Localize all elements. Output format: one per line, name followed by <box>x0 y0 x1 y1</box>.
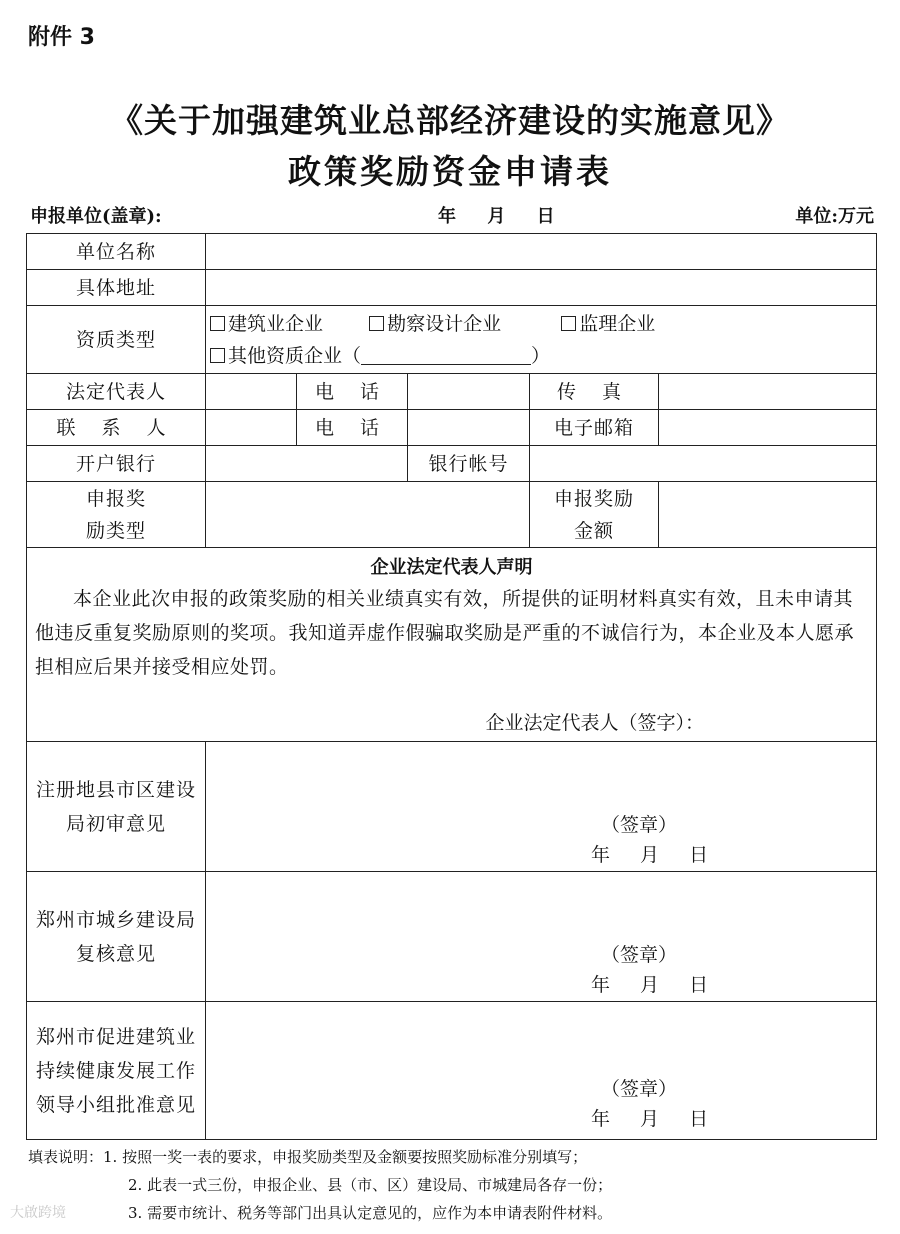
bank-account-label: 银行帐号 <box>408 446 530 482</box>
attachment-label: 附件 3 <box>28 25 95 50</box>
reward-type-label: 申报奖励类型 <box>27 482 206 548</box>
legal-rep-field[interactable] <box>206 374 297 410</box>
fax-field[interactable] <box>659 374 877 410</box>
unit-label: 单位:万元 <box>795 206 874 227</box>
date-label: 年 月 日 <box>591 844 709 866</box>
opinion-field-leadership[interactable] <box>206 1002 877 1140</box>
address-field[interactable] <box>206 270 877 306</box>
opinion-field-city[interactable] <box>206 872 877 1002</box>
phone-field-1[interactable] <box>408 374 530 410</box>
legal-rep-label: 法定代表人 <box>27 374 206 410</box>
checkbox-construction[interactable]: 建筑业企业 <box>210 313 323 335</box>
stamp-label: （签章） <box>601 814 678 836</box>
checkbox-survey[interactable]: 勘察设计企业 <box>369 313 501 335</box>
email-label: 电子邮箱 <box>530 410 659 446</box>
address-label: 具体地址 <box>27 270 206 306</box>
note-line-3: 3. 需要市统计、税务等部门出具认定意见的，应作为本申请表附件材料。 <box>128 1204 613 1222</box>
opinion-label-city: 郑州市城乡建设局复核意见 <box>27 872 206 1002</box>
declaration-body: 本企业此次申报的政策奖励的相关业绩真实有效，所提供的证明材料真实有效，且未申请其他违反重复奖励原则的奖项。我知道弄虚作假骗取奖励是严重的不诚信行为，本企业及本人愿承担相应后果并接受相应处罚。 <box>35 588 855 678</box>
reward-amount-label: 申报奖励金额 <box>530 482 659 548</box>
checkbox-supervision[interactable]: 监理企业 <box>561 313 655 335</box>
phone-label-1: 电 话 <box>297 374 408 410</box>
reward-type-field[interactable] <box>206 482 530 548</box>
unit-name-label: 单位名称 <box>27 234 206 270</box>
declaration-heading: 企业法定代表人声明 <box>370 557 533 578</box>
fill-instructions <box>28 1143 612 1227</box>
declaration-section <box>27 548 877 742</box>
opinion-label-county: 注册地县市区建设局初审意见 <box>27 742 206 872</box>
note-line-1: 填表说明：1. 按照一奖一表的要求，申报奖励类型及金额要按照奖励标准分别填写； <box>28 1148 588 1166</box>
unit-name-field[interactable] <box>206 234 877 270</box>
bank-field[interactable] <box>206 446 408 482</box>
fax-label: 传 真 <box>530 374 659 410</box>
applicant-label: 申报单位(盖章): <box>30 206 162 227</box>
page-title: 《关于加强建筑业总部经济建设的实施意见》 <box>110 101 790 140</box>
phone-label-2: 电 话 <box>297 410 408 446</box>
application-form <box>26 233 877 1140</box>
other-suffix: ） <box>531 344 551 367</box>
contact-label: 联 系 人 <box>27 410 206 446</box>
bank-account-field[interactable] <box>530 446 877 482</box>
qualification-label: 资质类型 <box>27 306 206 374</box>
stamp-label: （签章） <box>601 1078 678 1100</box>
header-date: 年 月 日 <box>438 206 555 227</box>
watermark: 大啟跨境 <box>10 1205 66 1221</box>
note-line-2: 2. 此表一式三份，申报企业、县（市、区）建设局、市城建局各存一份； <box>128 1176 613 1194</box>
declaration-signature: 企业法定代表人（签字）： <box>485 712 705 734</box>
contact-field[interactable] <box>206 410 297 446</box>
phone-field-2[interactable] <box>408 410 530 446</box>
checkbox-other[interactable]: 其他资质企业（ <box>210 345 361 367</box>
email-field[interactable] <box>659 410 877 446</box>
date-label: 年 月 日 <box>591 1108 709 1130</box>
stamp-label: （签章） <box>601 944 678 966</box>
opinion-label-leadership: 郑州市促进建筑业持续健康发展工作领导小组批准意见 <box>27 1002 206 1140</box>
date-label: 年 月 日 <box>591 974 709 996</box>
bank-label: 开户银行 <box>27 446 206 482</box>
reward-amount-field[interactable] <box>659 482 877 548</box>
page-subtitle: 政策奖励资金申请表 <box>288 152 612 191</box>
qualification-options <box>206 306 877 374</box>
opinion-field-county[interactable] <box>206 742 877 872</box>
other-qualification-input[interactable] <box>361 346 531 365</box>
